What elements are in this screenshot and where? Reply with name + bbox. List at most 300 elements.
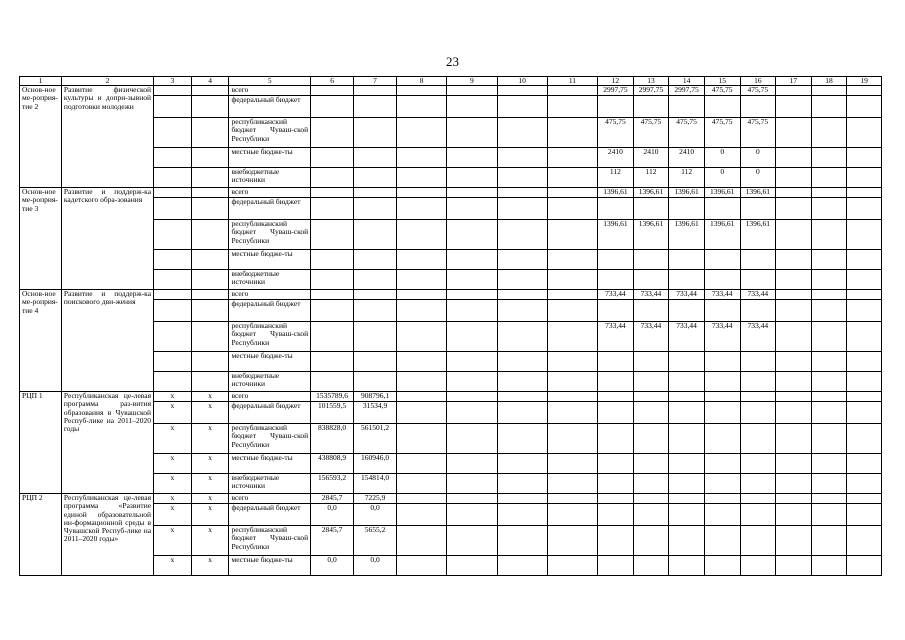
col4-cell: х [191, 504, 229, 526]
value-cell [447, 188, 497, 198]
value-cell [669, 96, 705, 118]
value-cell [811, 290, 847, 300]
col3-cell [154, 198, 192, 220]
value-cell [397, 392, 447, 402]
value-cell: 733,44 [704, 290, 740, 300]
value-cell [704, 198, 740, 220]
value-cell [811, 504, 847, 526]
col4-cell: х [191, 556, 229, 576]
value-cell [811, 322, 847, 352]
value-cell [497, 556, 547, 576]
value-cell [811, 270, 847, 290]
value-cell [547, 86, 597, 96]
value-cell [354, 198, 397, 220]
value-cell [311, 250, 354, 270]
program-title: Развитие физической культуры и допри-зывной подготовки молодежи [61, 86, 153, 188]
value-cell [776, 402, 812, 424]
col3-cell [154, 372, 192, 392]
program-code: Основ-ное ме-роприя-тие 4 [20, 290, 62, 392]
program-title: Развитие и поддерж-ка поискового дви-жения [61, 290, 153, 392]
value-cell [776, 270, 812, 290]
value-cell [397, 148, 447, 168]
value-cell [397, 188, 447, 198]
value-cell [311, 270, 354, 290]
col4-cell [191, 118, 229, 148]
value-cell: 112 [598, 168, 634, 188]
value-cell [397, 474, 447, 494]
value-cell [847, 86, 882, 96]
value-cell [354, 290, 397, 300]
value-cell [397, 504, 447, 526]
column-header: 5 [229, 77, 311, 86]
value-cell [847, 300, 882, 322]
col4-cell [191, 198, 229, 220]
value-cell [776, 148, 812, 168]
value-cell [354, 270, 397, 290]
value-cell [811, 168, 847, 188]
value-cell [354, 300, 397, 322]
value-cell [354, 322, 397, 352]
value-cell: 0,0 [354, 556, 397, 576]
value-cell [669, 474, 705, 494]
value-cell [811, 250, 847, 270]
value-cell [598, 372, 634, 392]
value-cell [397, 556, 447, 576]
value-cell: 2410 [633, 148, 669, 168]
funding-source: республиканский бюджет Чуваш-ской Республики [229, 118, 311, 148]
col4-cell [191, 372, 229, 392]
value-cell [704, 504, 740, 526]
value-cell [397, 424, 447, 454]
value-cell: 438808,9 [311, 454, 354, 474]
value-cell [598, 352, 634, 372]
value-cell: 733,44 [669, 290, 705, 300]
value-cell: 561501,2 [354, 424, 397, 454]
col3-cell [154, 290, 192, 300]
value-cell [354, 220, 397, 250]
value-cell: 0,0 [311, 504, 354, 526]
value-cell [669, 526, 705, 556]
program-code: Основ-ное ме-роприя-тие 2 [20, 86, 62, 188]
value-cell: 101559,5 [311, 402, 354, 424]
funding-source: республиканский бюджет Чуваш-ской Республики [229, 322, 311, 352]
table-row [20, 290, 882, 300]
value-cell [397, 198, 447, 220]
table-row [20, 494, 882, 504]
value-cell [547, 300, 597, 322]
value-cell [740, 372, 776, 392]
value-cell [497, 392, 547, 402]
value-cell [776, 290, 812, 300]
value-cell [776, 118, 812, 148]
col3-cell: х [154, 474, 192, 494]
funding-source: федеральный бюджет [229, 300, 311, 322]
value-cell [847, 424, 882, 454]
value-cell: 31534,9 [354, 402, 397, 424]
value-cell: 733,44 [740, 290, 776, 300]
value-cell [669, 300, 705, 322]
value-cell [704, 392, 740, 402]
value-cell [776, 322, 812, 352]
value-cell [847, 96, 882, 118]
col4-cell: х [191, 474, 229, 494]
value-cell [497, 322, 547, 352]
value-cell [633, 402, 669, 424]
col4-cell: х [191, 392, 229, 402]
value-cell [354, 250, 397, 270]
value-cell [811, 118, 847, 148]
value-cell [547, 494, 597, 504]
value-cell [633, 494, 669, 504]
value-cell [811, 392, 847, 402]
value-cell [447, 494, 497, 504]
col3-cell [154, 352, 192, 372]
value-cell [847, 198, 882, 220]
value-cell [447, 96, 497, 118]
column-header: 10 [497, 77, 547, 86]
value-cell [311, 300, 354, 322]
value-cell [740, 454, 776, 474]
value-cell [811, 372, 847, 392]
value-cell: 1396,61 [704, 188, 740, 198]
value-cell [740, 392, 776, 402]
value-cell [740, 424, 776, 454]
value-cell: 733,44 [704, 322, 740, 352]
funding-source: федеральный бюджет [229, 504, 311, 526]
value-cell [598, 198, 634, 220]
value-cell [447, 118, 497, 148]
value-cell [776, 300, 812, 322]
col4-cell [191, 220, 229, 250]
value-cell [811, 526, 847, 556]
value-cell [547, 250, 597, 270]
value-cell [847, 168, 882, 188]
value-cell [811, 494, 847, 504]
col3-cell [154, 168, 192, 188]
program-title: Республиканская це-левая программа раз-вития образования в Чувашской Респуб-лике на 2011–2020 годы [61, 392, 153, 494]
value-cell [633, 504, 669, 526]
col4-cell [191, 322, 229, 352]
value-cell [547, 290, 597, 300]
value-cell [811, 352, 847, 372]
value-cell: 475,75 [633, 118, 669, 148]
column-header-row [20, 77, 882, 86]
value-cell [397, 118, 447, 148]
value-cell: 1396,61 [740, 188, 776, 198]
value-cell [547, 556, 597, 576]
value-cell: 733,44 [669, 322, 705, 352]
value-cell [704, 372, 740, 392]
value-cell [776, 454, 812, 474]
value-cell [397, 454, 447, 474]
value-cell [847, 372, 882, 392]
value-cell [447, 352, 497, 372]
page-number: 23 [446, 54, 459, 69]
value-cell [497, 352, 547, 372]
value-cell [740, 402, 776, 424]
value-cell [547, 372, 597, 392]
budget-table [19, 76, 882, 576]
value-cell [598, 402, 634, 424]
value-cell [447, 270, 497, 290]
value-cell [704, 402, 740, 424]
value-cell [633, 454, 669, 474]
value-cell [776, 352, 812, 372]
value-cell [447, 474, 497, 494]
value-cell [669, 372, 705, 392]
value-cell [776, 372, 812, 392]
value-cell [397, 220, 447, 250]
value-cell: 160946,0 [354, 454, 397, 474]
value-cell [776, 188, 812, 198]
value-cell [704, 352, 740, 372]
value-cell [598, 270, 634, 290]
col3-cell [154, 148, 192, 168]
value-cell [311, 352, 354, 372]
value-cell [776, 168, 812, 188]
value-cell [497, 504, 547, 526]
column-header: 13 [633, 77, 669, 86]
value-cell: 1396,61 [633, 188, 669, 198]
value-cell: 475,75 [704, 118, 740, 148]
value-cell [447, 220, 497, 250]
value-cell [497, 168, 547, 188]
col4-cell [191, 148, 229, 168]
value-cell [447, 526, 497, 556]
col3-cell [154, 220, 192, 250]
column-header: 15 [704, 77, 740, 86]
value-cell [497, 86, 547, 96]
col3-cell: х [154, 556, 192, 576]
value-cell: 908796,1 [354, 392, 397, 402]
funding-source: всего [229, 86, 311, 96]
value-cell [776, 526, 812, 556]
value-cell: 838828,0 [311, 424, 354, 454]
value-cell [497, 270, 547, 290]
value-cell [397, 300, 447, 322]
value-cell [354, 352, 397, 372]
value-cell: 2997,75 [598, 86, 634, 96]
value-cell [447, 322, 497, 352]
value-cell [633, 526, 669, 556]
col4-cell [191, 352, 229, 372]
value-cell [847, 188, 882, 198]
table-row [20, 392, 882, 402]
col3-cell [154, 250, 192, 270]
value-cell [497, 188, 547, 198]
funding-source: местные бюдже-ты [229, 556, 311, 576]
value-cell: 5655,2 [354, 526, 397, 556]
value-cell [598, 526, 634, 556]
value-cell [811, 96, 847, 118]
col3-cell [154, 188, 192, 198]
value-cell [311, 188, 354, 198]
value-cell [397, 402, 447, 424]
value-cell [811, 556, 847, 576]
value-cell [598, 392, 634, 402]
col3-cell [154, 96, 192, 118]
col4-cell [191, 270, 229, 290]
value-cell [776, 392, 812, 402]
funding-source: республиканский бюджет Чуваш-ской Республики [229, 424, 311, 454]
value-cell [776, 220, 812, 250]
value-cell: 0 [704, 168, 740, 188]
program-code: Основ-ное ме-роприя-тие 3 [20, 188, 62, 290]
value-cell [847, 392, 882, 402]
value-cell [354, 188, 397, 198]
value-cell [497, 372, 547, 392]
value-cell [847, 402, 882, 424]
col4-cell [191, 168, 229, 188]
value-cell [669, 556, 705, 576]
value-cell [447, 198, 497, 220]
value-cell [847, 504, 882, 526]
value-cell [669, 424, 705, 454]
col4-cell: х [191, 424, 229, 454]
value-cell [311, 220, 354, 250]
value-cell [397, 494, 447, 504]
value-cell [497, 96, 547, 118]
value-cell [598, 494, 634, 504]
value-cell [311, 290, 354, 300]
value-cell [311, 168, 354, 188]
value-cell [547, 148, 597, 168]
value-cell [497, 198, 547, 220]
value-cell [547, 96, 597, 118]
funding-source: местные бюдже-ты [229, 454, 311, 474]
value-cell [547, 168, 597, 188]
value-cell [497, 148, 547, 168]
col4-cell: х [191, 494, 229, 504]
value-cell: 7225,9 [354, 494, 397, 504]
value-cell [397, 526, 447, 556]
value-cell: 112 [633, 168, 669, 188]
value-cell [447, 392, 497, 402]
col3-cell: х [154, 454, 192, 474]
program-title: Развитие и поддерж-ка кадетского обра-зования [61, 188, 153, 290]
funding-source: внебюджетные источники [229, 270, 311, 290]
value-cell [704, 270, 740, 290]
value-cell: 1396,61 [598, 188, 634, 198]
col3-cell [154, 118, 192, 148]
column-header: 11 [547, 77, 597, 86]
value-cell [547, 474, 597, 494]
value-cell [447, 148, 497, 168]
col4-cell [191, 250, 229, 270]
value-cell [497, 424, 547, 454]
funding-source: федеральный бюджет [229, 198, 311, 220]
funding-source: всего [229, 290, 311, 300]
value-cell [547, 424, 597, 454]
funding-source: всего [229, 494, 311, 504]
value-cell [669, 494, 705, 504]
value-cell [497, 474, 547, 494]
value-cell [633, 300, 669, 322]
col3-cell [154, 86, 192, 96]
col3-cell [154, 270, 192, 290]
value-cell [547, 270, 597, 290]
value-cell [811, 86, 847, 96]
value-cell [547, 118, 597, 148]
column-header: 3 [154, 77, 192, 86]
funding-source: внебюджетные источники [229, 372, 311, 392]
value-cell [704, 494, 740, 504]
value-cell [633, 474, 669, 494]
value-cell [447, 424, 497, 454]
value-cell [497, 494, 547, 504]
value-cell [776, 494, 812, 504]
value-cell [397, 352, 447, 372]
value-cell: 475,75 [598, 118, 634, 148]
value-cell [447, 250, 497, 270]
value-cell [669, 454, 705, 474]
value-cell [740, 352, 776, 372]
value-cell [354, 372, 397, 392]
value-cell: 1396,61 [740, 220, 776, 250]
value-cell [633, 250, 669, 270]
value-cell [669, 392, 705, 402]
value-cell [547, 322, 597, 352]
value-cell [447, 372, 497, 392]
funding-source: республиканский бюджет Чуваш-ской Республики [229, 526, 311, 556]
value-cell [704, 424, 740, 454]
col4-cell [191, 188, 229, 198]
value-cell [847, 148, 882, 168]
value-cell: 2410 [669, 148, 705, 168]
value-cell [776, 424, 812, 454]
value-cell [740, 270, 776, 290]
value-cell [811, 402, 847, 424]
col4-cell [191, 96, 229, 118]
col4-cell [191, 290, 229, 300]
column-header: 1 [20, 77, 62, 86]
value-cell [776, 86, 812, 96]
value-cell [397, 250, 447, 270]
value-cell [740, 96, 776, 118]
col3-cell: х [154, 402, 192, 424]
value-cell [397, 322, 447, 352]
value-cell [669, 270, 705, 290]
col3-cell: х [154, 494, 192, 504]
value-cell [633, 198, 669, 220]
value-cell [740, 526, 776, 556]
value-cell [669, 198, 705, 220]
value-cell [811, 148, 847, 168]
funding-source: местные бюдже-ты [229, 352, 311, 372]
value-cell [847, 526, 882, 556]
value-cell [633, 556, 669, 576]
value-cell [598, 556, 634, 576]
value-cell [633, 392, 669, 402]
value-cell [598, 424, 634, 454]
value-cell [354, 148, 397, 168]
value-cell [447, 402, 497, 424]
value-cell [354, 96, 397, 118]
value-cell [776, 96, 812, 118]
value-cell [547, 392, 597, 402]
value-cell [847, 474, 882, 494]
value-cell [704, 250, 740, 270]
value-cell [447, 86, 497, 96]
column-header: 12 [598, 77, 634, 86]
col4-cell: х [191, 402, 229, 424]
value-cell: 733,44 [598, 290, 634, 300]
value-cell: 475,75 [740, 118, 776, 148]
table-row [20, 86, 882, 96]
value-cell [354, 86, 397, 96]
table-body [20, 77, 882, 576]
value-cell [847, 322, 882, 352]
